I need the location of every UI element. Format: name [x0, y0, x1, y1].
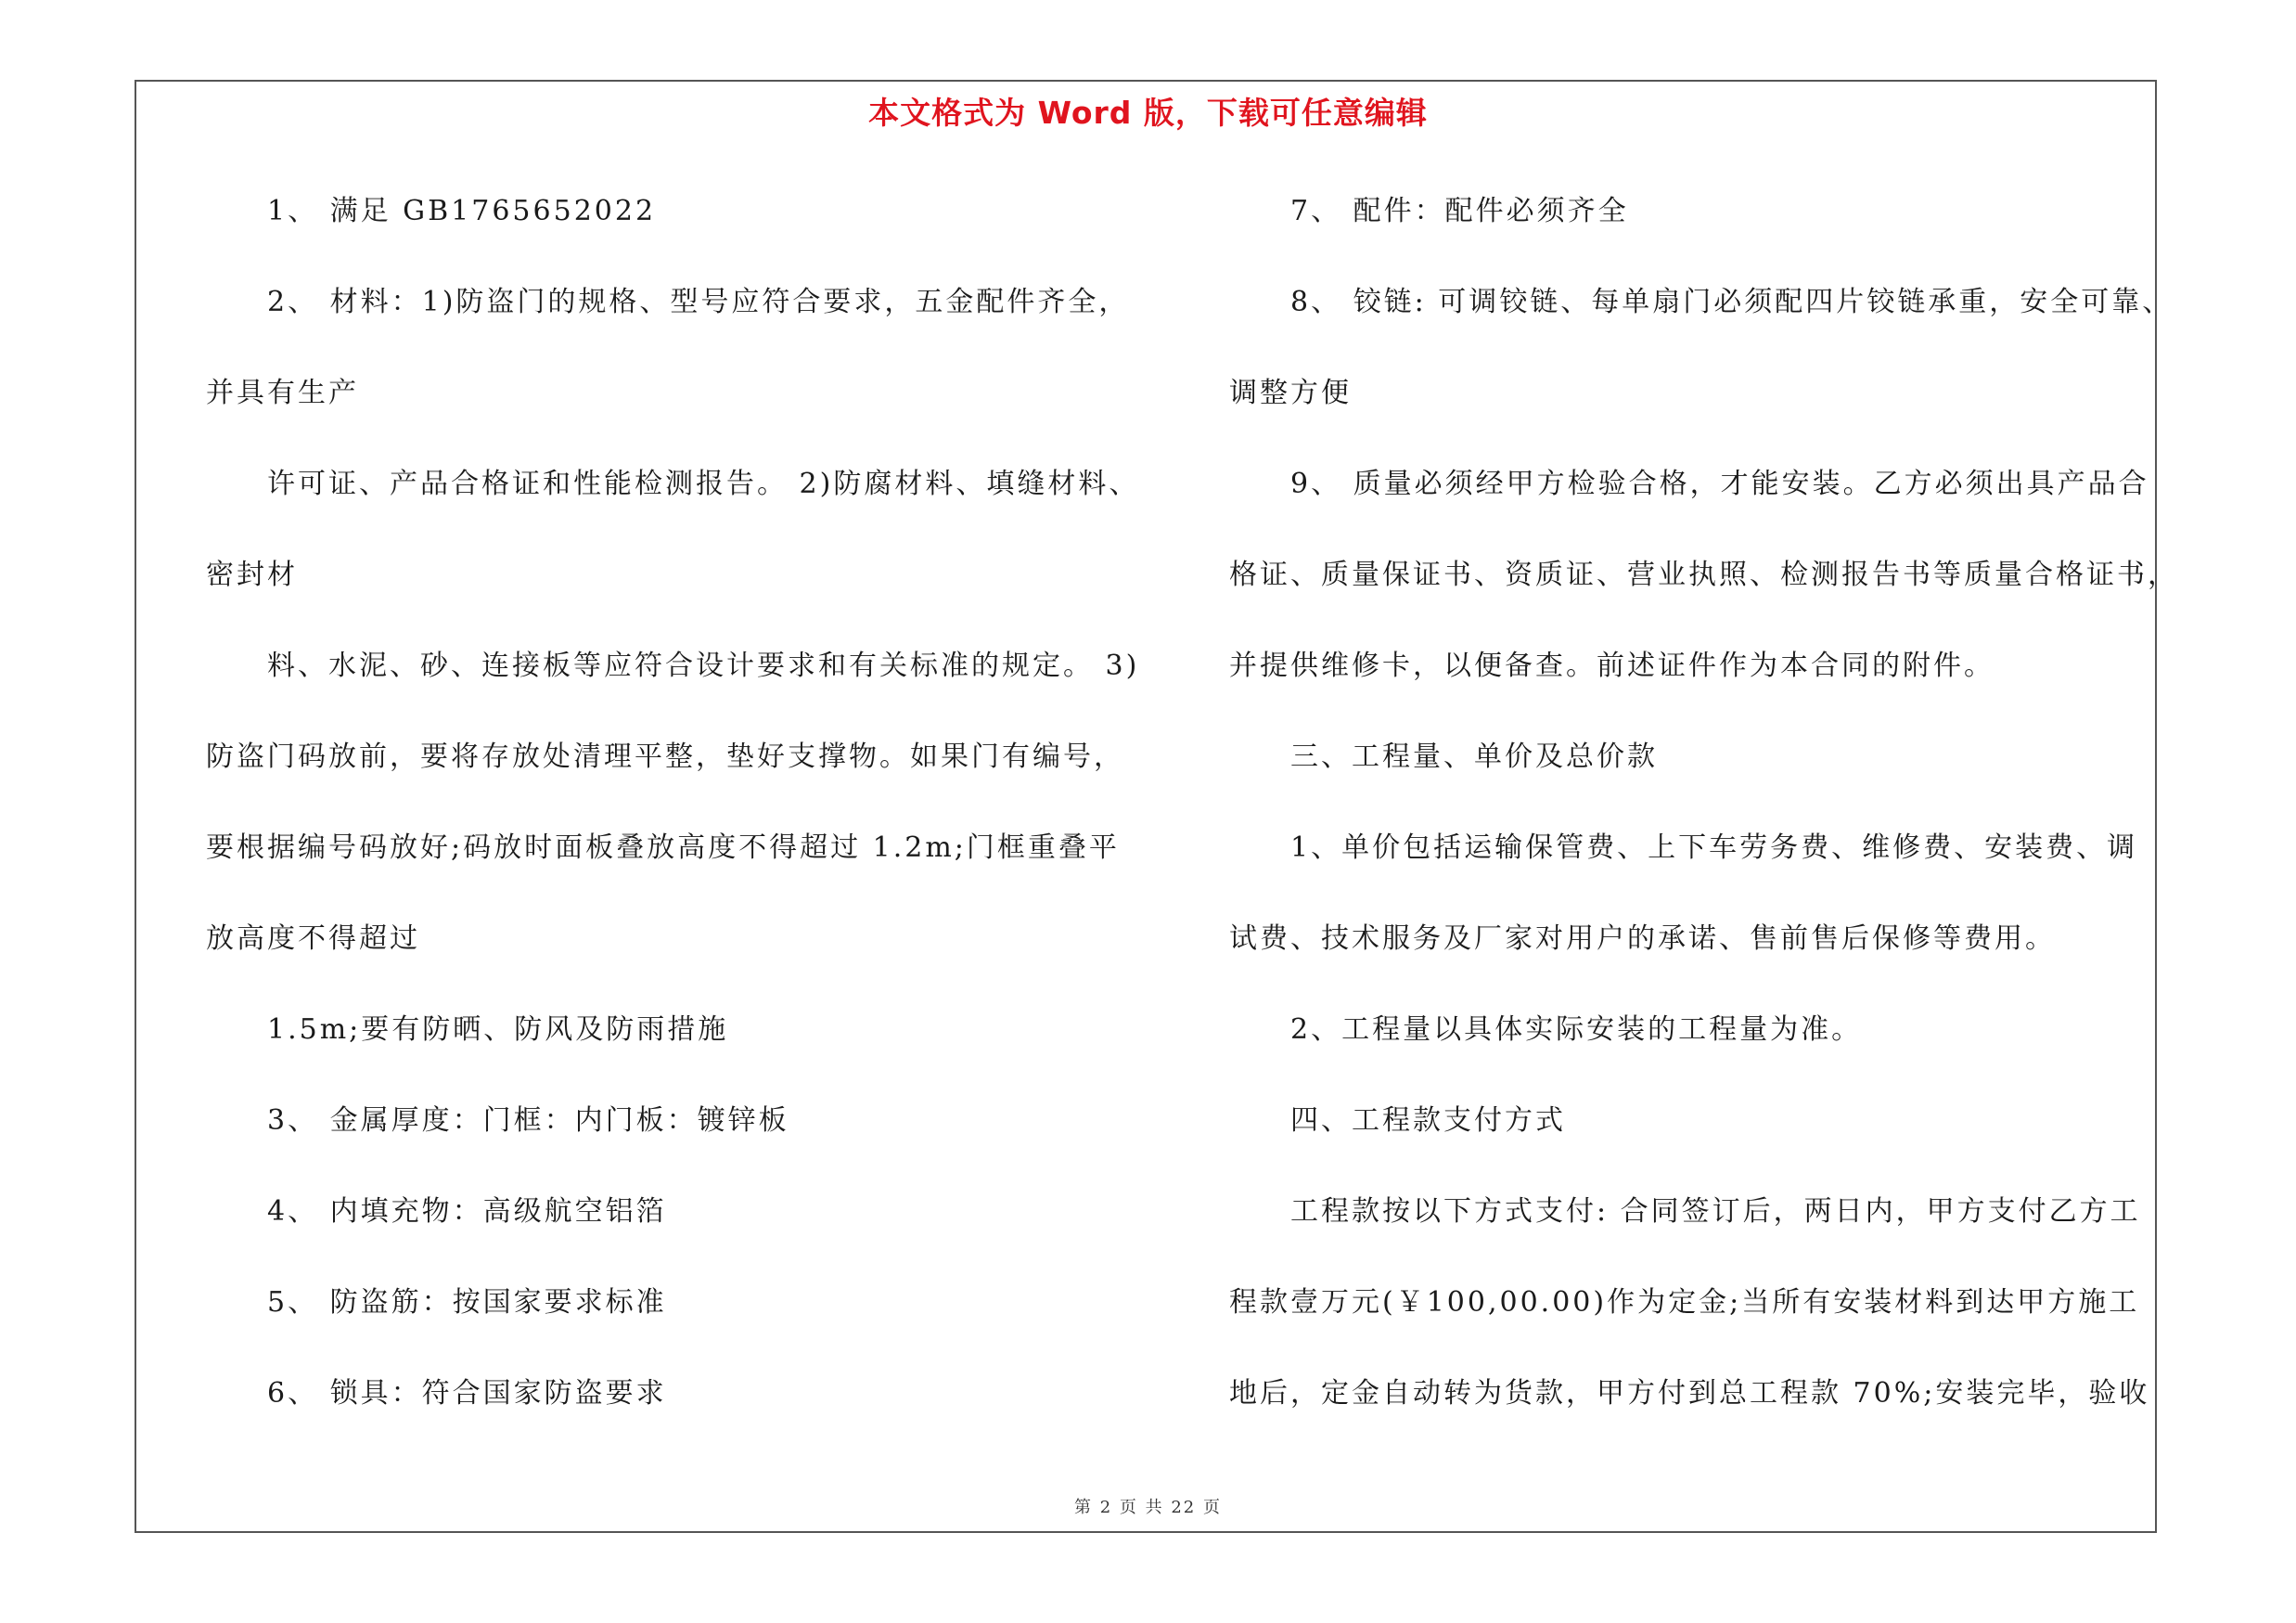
text-line: 9、 质量必须经甲方检验合格，才能安装。乙方必须出具产品合	[1290, 468, 2149, 500]
text-line: 格证、质量保证书、资质证、营业执照、检测报告书等质量合格证书，	[1229, 559, 2178, 591]
text-line: 7、 配件：配件必须齐全	[1290, 195, 1629, 227]
text-line: 并提供维修卡，以便备查。前述证件作为本合同的附件。	[1229, 650, 1995, 682]
text-line: 1、 满足 GB1765652022	[267, 195, 657, 227]
text-line: 程款壹万元(￥100,00.00)作为定金;当所有安装材料到达甲方施工	[1229, 1286, 2140, 1319]
text-line: 放高度不得超过	[206, 922, 420, 955]
text-line: 要根据编号码放好;码放时面板叠放高度不得超过 1.2m;门框重叠平	[206, 831, 1120, 864]
right-text-column	[1229, 186, 2178, 1459]
text-line: 5、 防盗筋：按国家要求标准	[267, 1286, 667, 1319]
text-line: 防盗门码放前，要将存放处清理平整，垫好支撑物。如果门有编号，	[206, 741, 1124, 773]
editable-format-banner: 本文格式为 Word 版，下载可任意编辑	[868, 95, 1428, 131]
text-line: 试费、技术服务及厂家对用户的承诺、售前售后保修等费用。	[1229, 922, 2056, 955]
text-line: 1、单价包括运输保管费、上下车劳务费、维修费、安装费、调	[1290, 831, 2138, 864]
text-line: 调整方便	[1229, 377, 1352, 409]
page-number-footer: 第 2 页 共 22 页	[1074, 1498, 1222, 1517]
text-line: 许可证、产品合格证和性能检测报告。 2)防腐材料、填缝材料、	[267, 468, 1140, 500]
text-line: 2、 材料：1)防盗门的规格、型号应符合要求，五金配件齐全，	[267, 286, 1130, 318]
text-line: 4、 内填充物：高级航空铝箔	[267, 1195, 667, 1228]
text-line: 料、水泥、砂、连接板等应符合设计要求和有关标准的规定。 3)	[267, 650, 1140, 682]
text-line: 8、 铰链: 可调铰链、每单扇门必须配四片铰链承重，安全可靠、	[1290, 286, 2174, 318]
text-line: 2、工程量以具体实际安装的工程量为准。	[1290, 1013, 1863, 1046]
text-line: 3、 金属厚度：门框：内门板：镀锌板	[267, 1104, 789, 1137]
left-text-column	[206, 186, 1152, 1459]
text-line: 工程款按以下方式支付: 合同签订后，两日内，甲方支付乙方工	[1290, 1195, 2141, 1228]
text-line: 6、 锁具：符合国家防盗要求	[267, 1377, 667, 1410]
text-line: 地后，定金自动转为货款，甲方付到总工程款 70%;安装完毕，验收	[1229, 1377, 2150, 1410]
text-line: 四、工程款支付方式	[1290, 1104, 1566, 1137]
text-line: 密封材	[206, 559, 298, 591]
text-line: 并具有生产	[206, 377, 359, 409]
text-line: 1.5m;要有防晒、防风及防雨措施	[267, 1013, 729, 1046]
text-line: 三、工程量、单价及总价款	[1290, 741, 1658, 773]
